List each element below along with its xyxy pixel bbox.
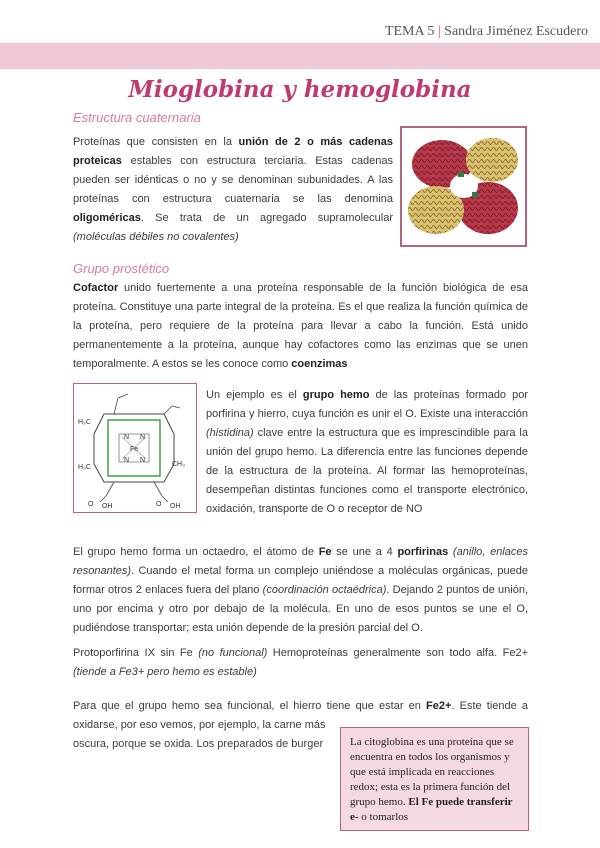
label-fe: Fe (130, 446, 139, 453)
paragraph-estructura: Proteínas que consisten en la unión de 2 o más cadenas proteicas estables con estructura terciaria. Estas cadenas pueden ser idénticas o no y se denominan subunidades. A las proteínas con estructura cuaternaria se las denomina oligoméricas. Se trata de un agregado supramolecular (moléculas débiles no covalentes) (73, 136, 394, 243)
citoglobina-callout: La citoglobina es una proteína que se encuentra en todos los organismos y que está implicada en reacciones redox; esta es la primera función del grupo hemo. El Fe puede transferir e- o tomarlos (340, 727, 529, 831)
header-separator: | (437, 24, 441, 39)
header-band (0, 43, 600, 69)
label-h3c-top: H₃C (78, 419, 91, 426)
label-n-3: N (124, 457, 130, 464)
label-n-4: N (140, 457, 146, 464)
label-oh-2: OH (170, 503, 181, 510)
heme-structure-figure (73, 383, 197, 513)
header-author: Sandra Jiménez Escudero (444, 24, 588, 39)
quaternary-protein-image (400, 126, 527, 247)
paragraph-funcional-cont: oscura, porque se oxida. Los preparados de burger (73, 738, 324, 750)
page-title: Mioglobina y hemoglobina (128, 76, 472, 103)
label-n-1: N (124, 434, 130, 441)
label-ch3: CH₃ (172, 461, 185, 468)
page-header (385, 24, 588, 40)
paragraph-grupo-hemo: Un ejemplo es el grupo hemo de las proteínas formado por porfirina y hierro, cuya función es unir el O. Existe una interacción (histidina) clave entre la estructura que es imprescindible para la unión del grupo hemo. La diferencia entre las funciones depende de la estructura de la proteína. Al formar las hemoproteínas, desempeñan distintas funciones como el transporte electrónico, oxidación, transporte de O o receptor de NO (206, 389, 528, 515)
paragraph-cofactor: Cofactor unido fuertemente a una proteína responsable de la función biológica de esa proteína. Constituye una parte integral de la proteína. Es el que realiza la función química de la proteína, pero requiere de la proteína para llevar a cabo la función. Está unido permanentemente a la proteína, aunque hay cofactores como las enzimas que se unen temporalmente. A estos se les conoce como coenzimas (73, 282, 528, 370)
label-h3c-bottom: H₃C (78, 464, 91, 471)
header-topic: TEMA 5 (384, 24, 435, 39)
label-oh-1: OH (102, 503, 113, 510)
section-heading-grupo: Grupo prostético (73, 261, 170, 276)
label-o-2: O (156, 501, 162, 508)
section-heading-estructura: Estructura cuaternaria (73, 110, 201, 125)
label-n-2: N (140, 434, 146, 441)
paragraph-protoporfirina: Protoporfirina IX sin Fe (no funcional) Hemoproteínas generalmente son todo alfa. Fe2+ (tiende a Fe3+ pero hemo es estable) (73, 647, 528, 678)
paragraph-funcional: Para que el grupo hemo sea funcional, el hierro tiene que estar en Fe2+. Este tiende a oxidarse, por eso vemos, por ejemplo, la carne más (73, 700, 528, 731)
paragraph-octaedro: El grupo hemo forma un octaedro, el átomo de Fe se une a 4 porfirinas (anillo, enlaces resonantes). Cuando el metal forma un complejo uniéndose a moléculas orgánicas, puede formar otros 2 enlaces fuera del plano (coordinación octaédrica). Dejando 2 puntos de unión, uno por encima y otro por debajo de la molécula. En uno de esos puntos se une el O, pudiéndose transportar; esta unión depende de la presión parcial del O. (73, 546, 528, 634)
label-o-1: O (88, 501, 94, 508)
